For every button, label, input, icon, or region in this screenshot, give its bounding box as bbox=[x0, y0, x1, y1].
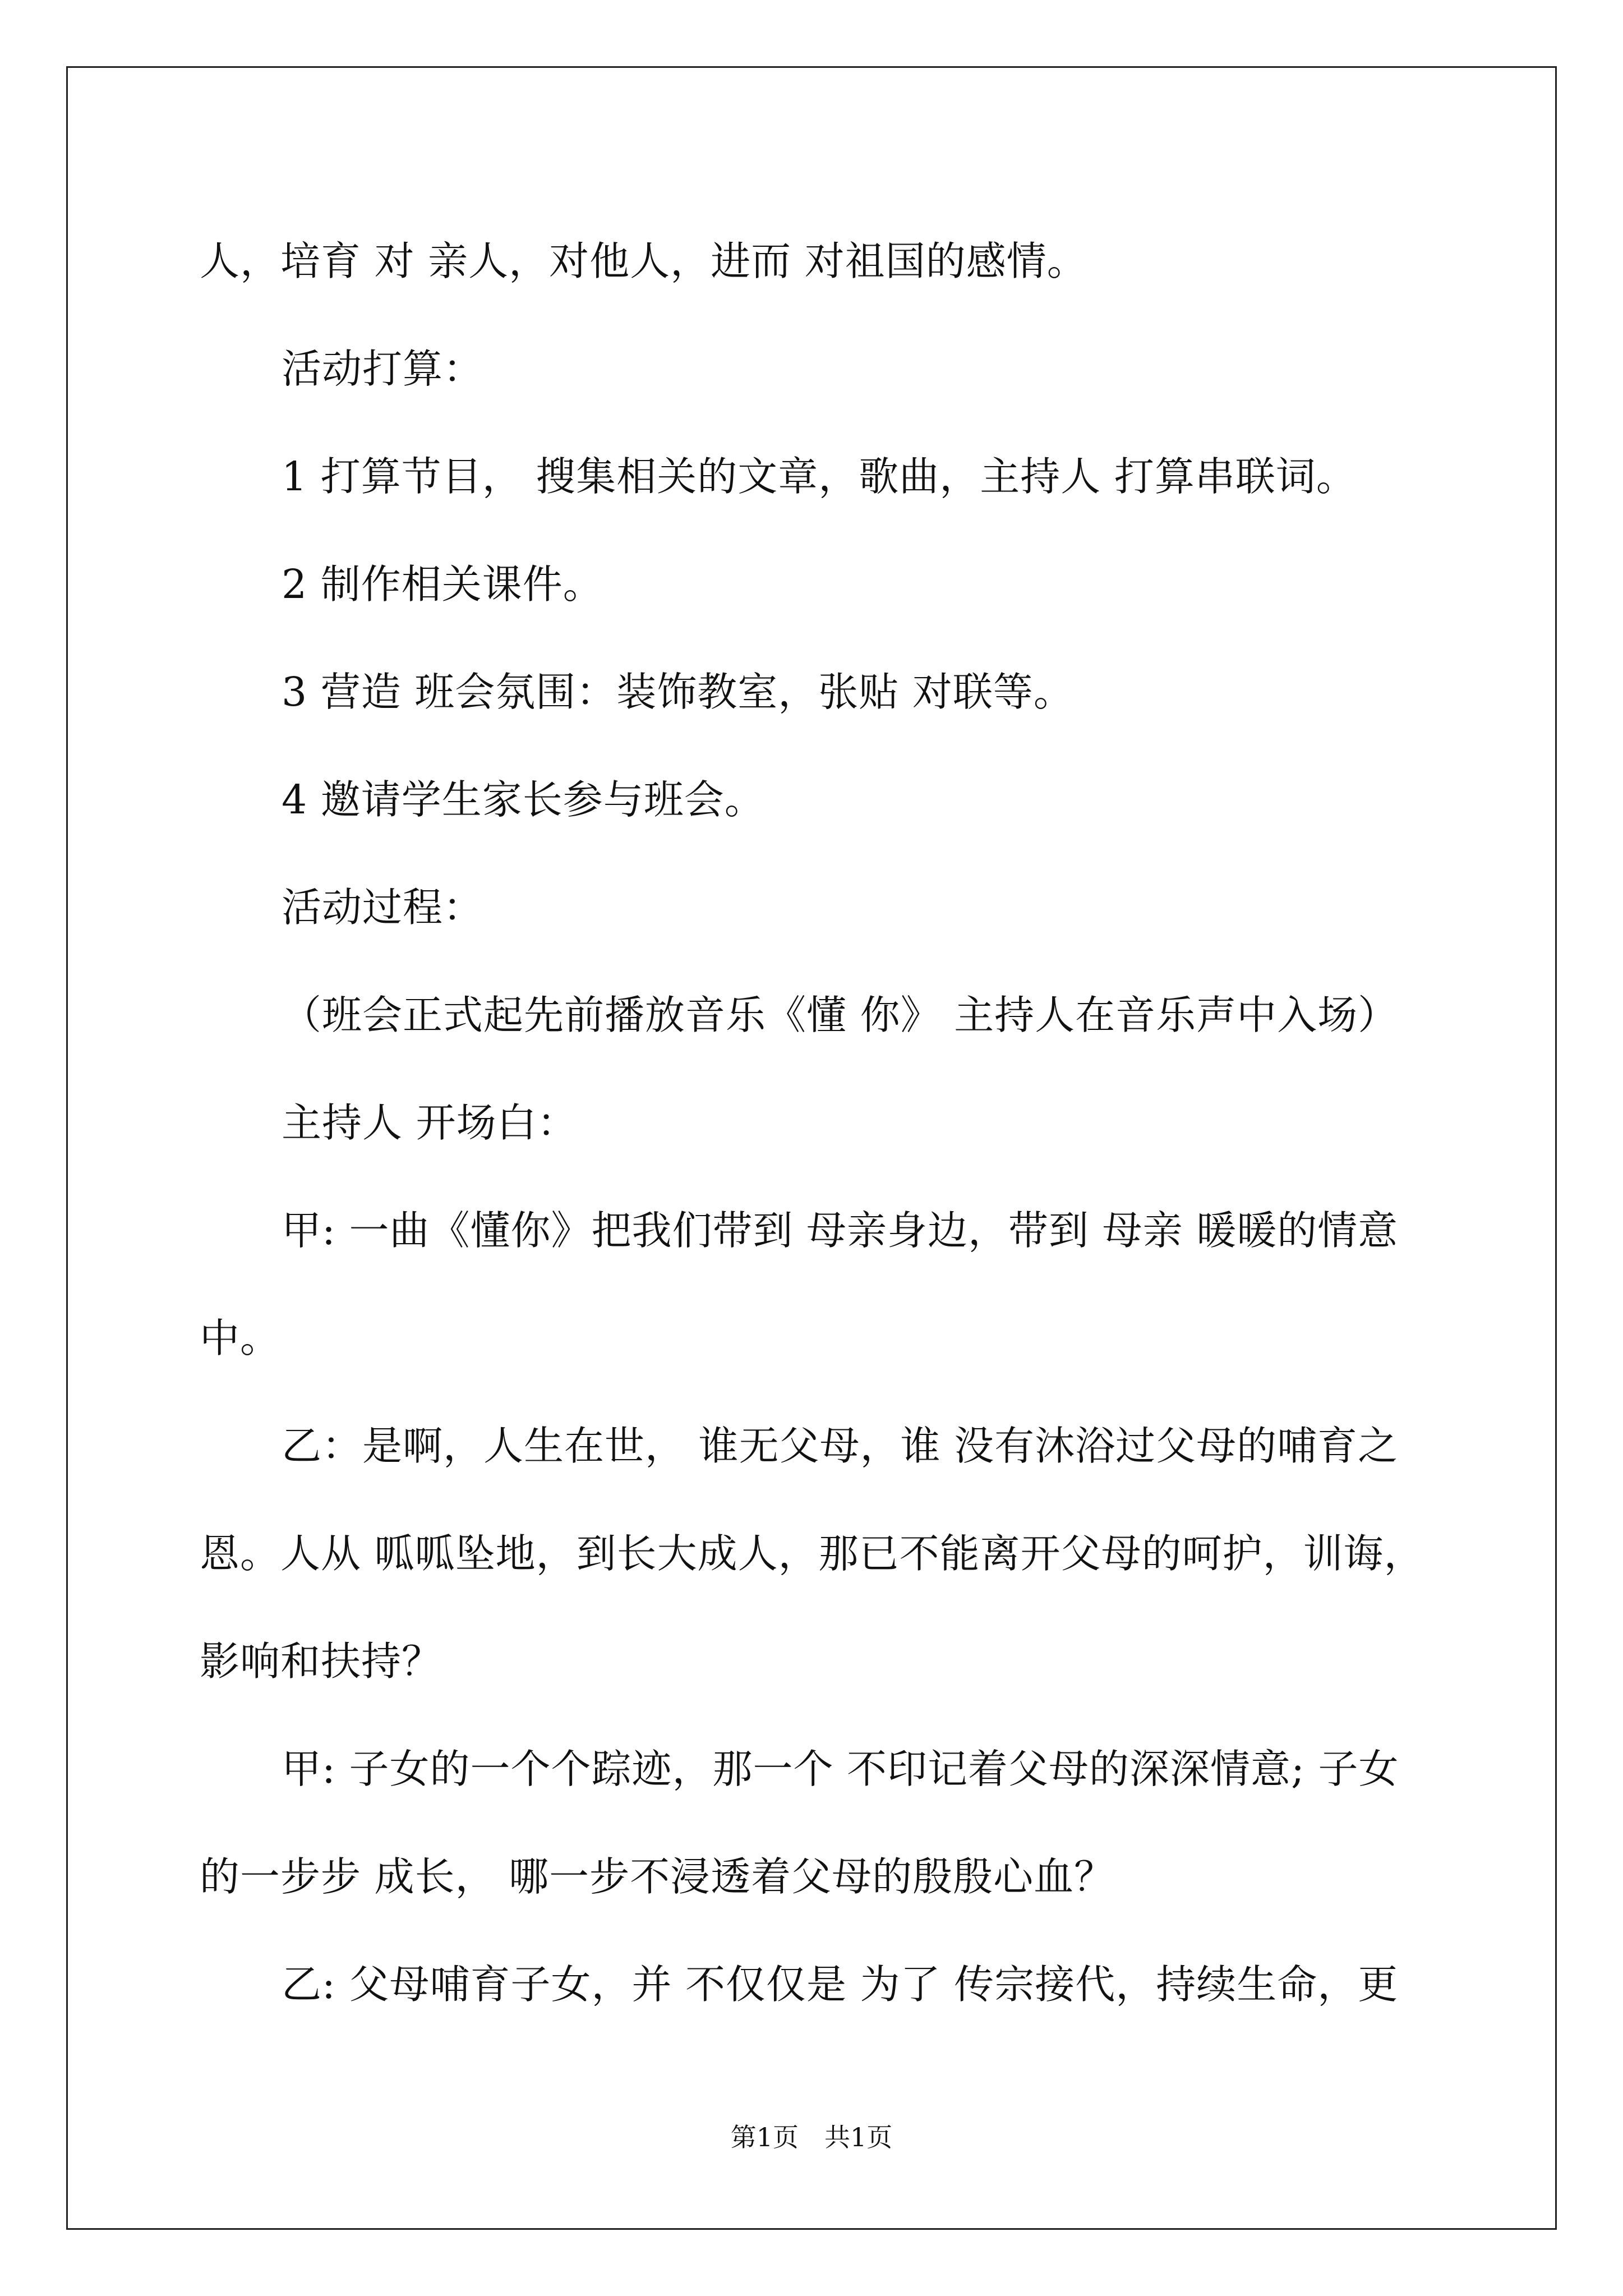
paragraph-13: 恩。人从 呱呱坠地，到长大成人，那已不能离开父母的呵护，训诲， bbox=[200, 1530, 1424, 1577]
paragraph-16: 的一步步 成长， 哪一步不浸透着父母的殷殷心血？ bbox=[200, 1853, 1115, 1900]
paragraph-2: 活动打算： bbox=[282, 346, 484, 392]
paragraph-10: 甲: 一曲《懂你》把我们带到 母亲身边，带到 母亲 暖暖的情意 bbox=[282, 1207, 1399, 1254]
page-footer: 第1页 共1页 bbox=[730, 2122, 893, 2152]
paragraph-15: 甲: 子女的一个个踪迹，那一个 不印记着父母的深深情意; 子女 bbox=[282, 1746, 1399, 1792]
paragraph-4: 2 制作相关课件。 bbox=[282, 561, 603, 608]
paragraph-14: 影响和扶持？ bbox=[200, 1638, 442, 1685]
paragraph-5: 3 营造 班会氛围：装饰教室，张贴 对联等。 bbox=[282, 669, 1074, 715]
paragraph-1: 人，培育 对 亲人，对他人，进而 对祖国的感情。 bbox=[200, 238, 1087, 284]
paragraph-11: 中。 bbox=[200, 1315, 281, 1361]
paragraph-12: 乙：是啊，人生在世， 谁无父母，谁 没有沐浴过父母的哺育之 bbox=[282, 1423, 1399, 1469]
paragraph-17: 乙: 父母哺育子女，并 不仅仅是 为了 传宗接代，持续生命，更 bbox=[282, 1961, 1399, 2008]
paragraph-8: （班会正式起先前播放音乐《懂 你》 主持人在音乐声中入场） bbox=[282, 992, 1399, 1038]
paragraph-6: 4 邀请学生家长参与班会。 bbox=[282, 776, 765, 823]
paragraph-7: 活动过程： bbox=[282, 884, 484, 931]
paragraph-3: 1 打算节目， 搜集相关的文章，歌曲，主持人 打算串联词。 bbox=[282, 453, 1357, 500]
document-body bbox=[200, 208, 1467, 2039]
paragraph-9: 主持人 开场白： bbox=[282, 1099, 578, 1146]
